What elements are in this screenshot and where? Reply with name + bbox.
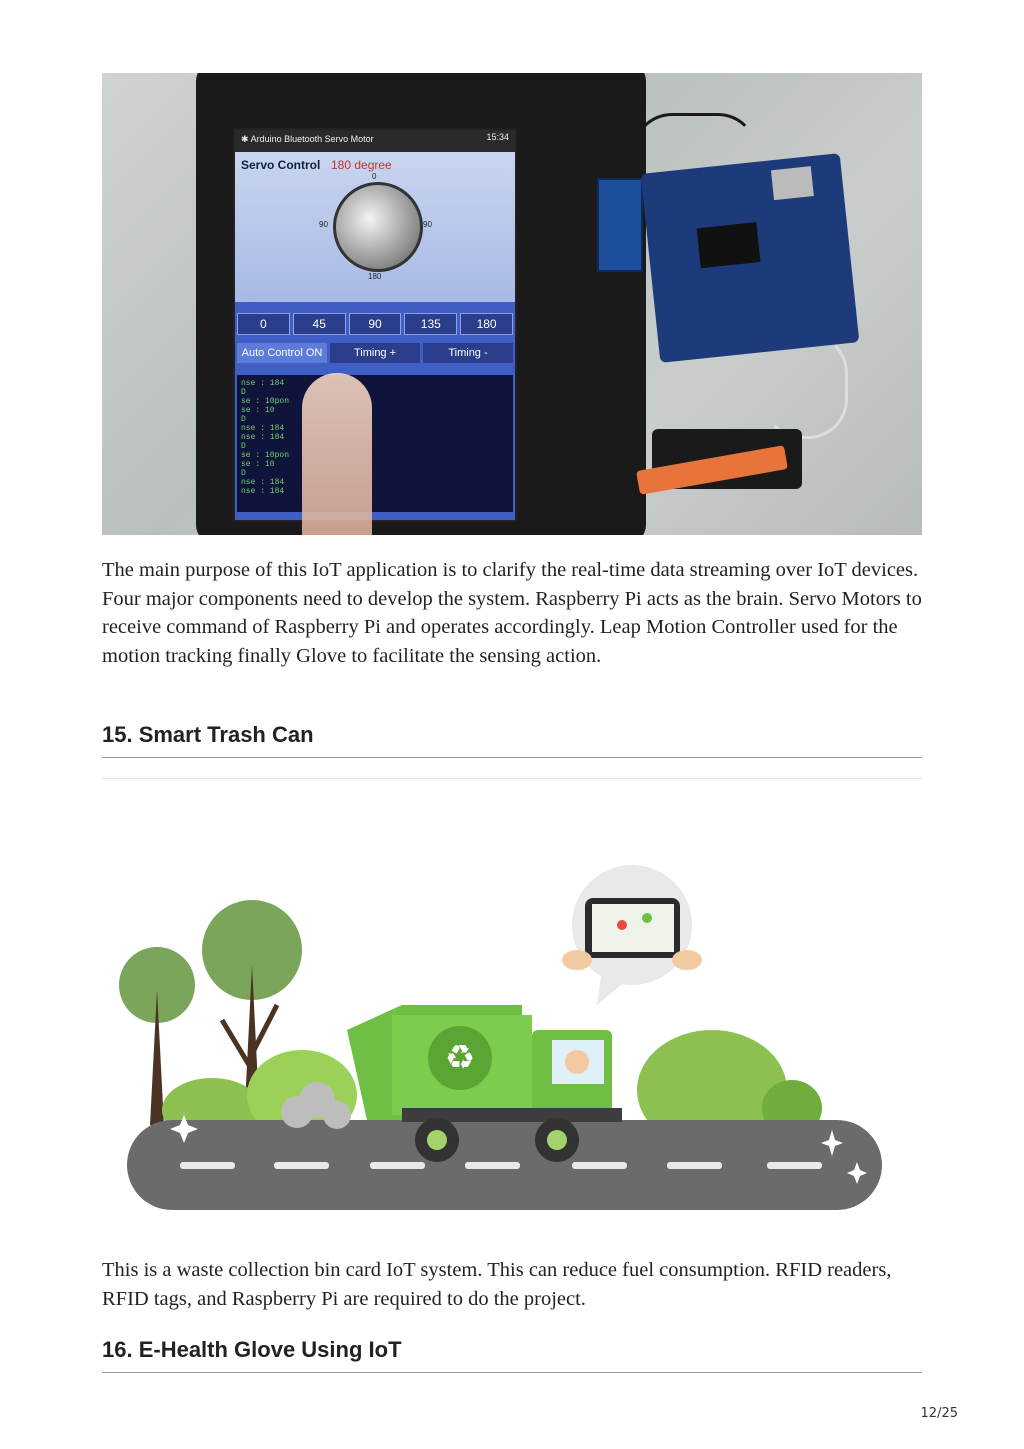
degree-label: 180 degree: [331, 158, 392, 172]
servo-control-label: Servo Control: [241, 158, 321, 172]
garbage-truck-illustration: [102, 790, 922, 1230]
console-line: se : 10pon: [241, 397, 290, 406]
position-button-135[interactable]: 135: [404, 313, 457, 335]
console-line: se : 10: [241, 406, 275, 415]
console-line: D: [241, 415, 246, 424]
map-pin-icon: [642, 913, 652, 923]
knob-label-bottom: 180: [368, 272, 382, 281]
timing-minus-button[interactable]: Timing -: [423, 343, 513, 363]
knob-label-right: 90: [423, 220, 432, 229]
arduino-servo-photo: [102, 73, 922, 535]
paragraph-iot-streaming: The main purpose of this IoT application is to clarify the real-time data streaming over IoT devices. Four major components need to develop the system. Raspberry Pi acts as the brain. Servo Motors to receive command of Raspberry Pi and operates accordingly. Leap Motion Controller used for the motion tracking finally Glove to facilitate the sensing action.: [102, 559, 922, 667]
console-line: se : 10pon: [241, 451, 290, 460]
recycle-icon: ♻: [444, 1038, 476, 1078]
status-time: 15:34: [486, 132, 509, 142]
console-log: [237, 375, 513, 512]
console-line: nse : 184: [241, 379, 285, 388]
heading-smart-trash-can: 15. Smart Trash Can: [102, 722, 314, 747]
console-line: nse : 184: [241, 424, 285, 433]
knob-label-top: 0: [372, 172, 377, 181]
paragraph-trash-can: This is a waste collection bin card IoT system. This can reduce fuel consumption. RFID readers, RFID tags, and Raspberry Pi are required to do the project.: [102, 1259, 892, 1310]
microcontroller-chip: [697, 222, 761, 268]
position-button-180[interactable]: 180: [460, 313, 513, 335]
knob-label-left: 90: [319, 220, 328, 229]
position-button-90[interactable]: 90: [349, 313, 402, 335]
map-pin-icon: [617, 920, 627, 930]
tablet-tracking-bubble: [562, 865, 702, 1005]
heading-underline: [102, 757, 922, 758]
console-line: nse : 184: [241, 433, 285, 442]
page-number: 12/25: [920, 1406, 958, 1421]
console-line: D: [241, 469, 246, 478]
usb-port: [771, 166, 814, 200]
bluetooth-icon: ✱: [241, 134, 249, 144]
servo-control-panel: [235, 152, 515, 302]
console-line: nse : 184: [241, 478, 285, 487]
bluetooth-module: [597, 178, 643, 272]
timing-plus-button[interactable]: Timing +: [330, 343, 420, 363]
position-button-0[interactable]: 0: [237, 313, 290, 335]
section-divider: [102, 778, 922, 779]
heading-underline: [102, 1372, 922, 1373]
console-line: D: [241, 388, 246, 397]
finger: [302, 373, 372, 535]
auto-control-button[interactable]: Auto Control ON: [237, 343, 327, 363]
position-button-45[interactable]: 45: [293, 313, 346, 335]
console-line: se : 10: [241, 460, 275, 469]
app-titlebar: [235, 130, 515, 152]
tablet-screen: [233, 128, 517, 522]
position-button-row: [237, 313, 513, 335]
arduino-board: [641, 153, 860, 363]
heading-e-health-glove: 16. E-Health Glove Using IoT: [102, 1337, 402, 1362]
app-title: Arduino Bluetooth Servo Motor: [250, 134, 374, 144]
console-line: D: [241, 442, 246, 451]
control-button-row: [237, 343, 513, 363]
servo-wires: [762, 333, 848, 439]
driver: [565, 1050, 589, 1074]
console-line: nse : 184: [241, 487, 285, 496]
servo-knob[interactable]: [333, 182, 423, 272]
